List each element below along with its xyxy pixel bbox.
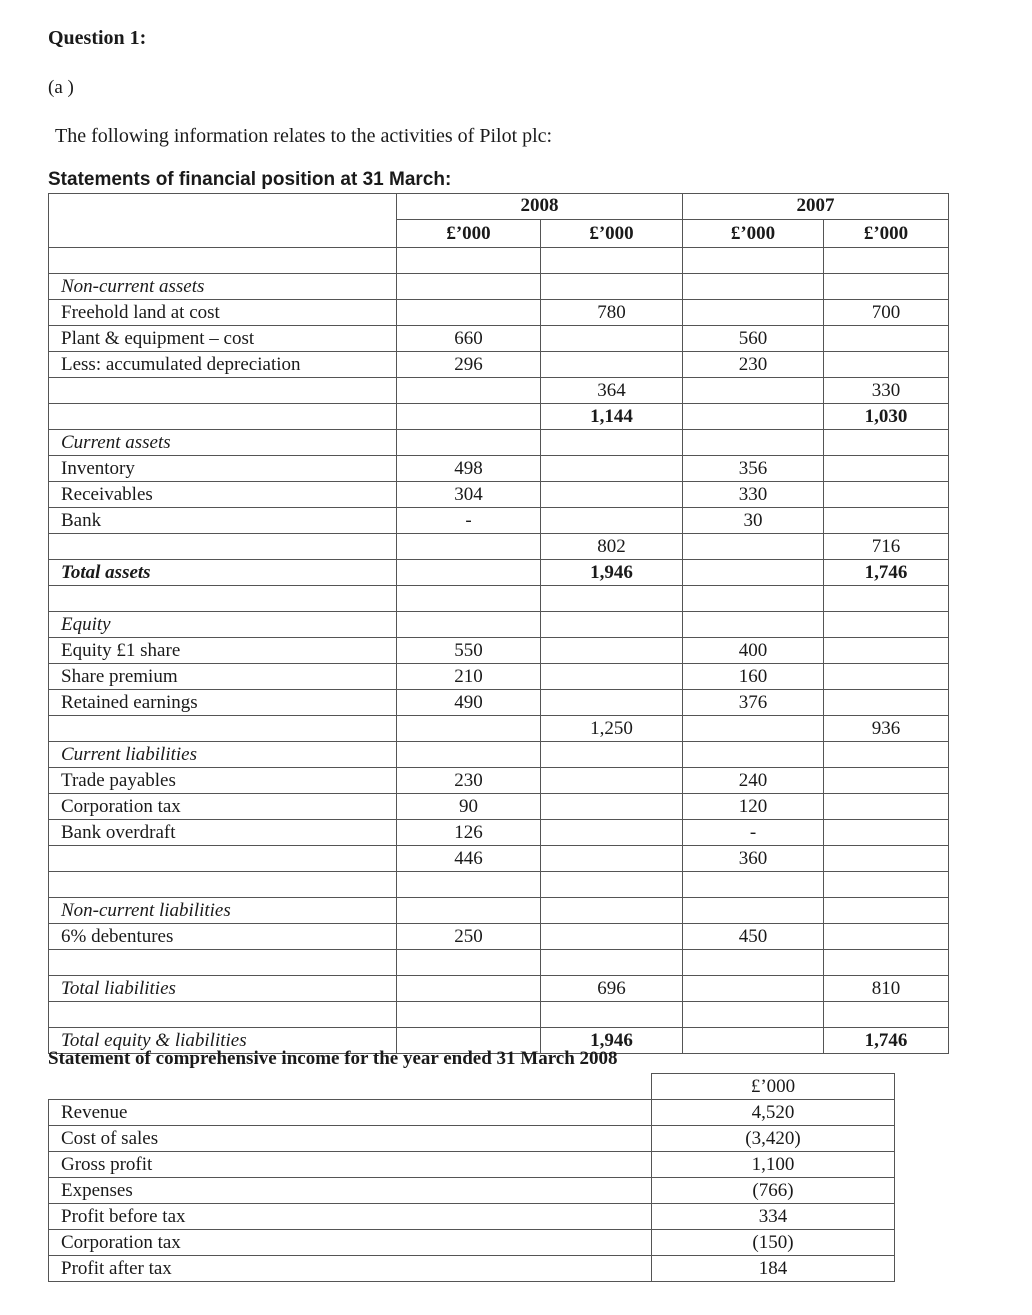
sfp-cell-c4 — [824, 247, 949, 273]
sfp-cell-c1 — [397, 585, 541, 611]
sfp-cell-c2: 1,946 — [541, 559, 683, 585]
sfp-row — [49, 325, 949, 351]
part-label: (a ) — [48, 77, 74, 98]
sfp-cell-c3: - — [683, 819, 824, 845]
sfp-row-label — [49, 377, 397, 403]
sfp-cell-c3: 120 — [683, 793, 824, 819]
sfp-cell-c1: 296 — [397, 351, 541, 377]
sfp-cell-c3: 400 — [683, 637, 824, 663]
sfp-row-label: Inventory — [49, 455, 397, 481]
sfp-cell-c1 — [397, 871, 541, 897]
sfp-row — [49, 273, 949, 299]
sfp-cell-c2: 1,250 — [541, 715, 683, 741]
sfp-row-label — [49, 403, 397, 429]
sfp-row — [49, 793, 949, 819]
sci-row-label: Cost of sales — [49, 1126, 652, 1152]
sfp-cell-c1 — [397, 377, 541, 403]
sfp-cell-c3 — [683, 403, 824, 429]
sfp-cell-c3 — [683, 559, 824, 585]
sfp-cell-c2 — [541, 1001, 683, 1027]
sfp-cell-c1: - — [397, 507, 541, 533]
sci-row-value: (766) — [652, 1178, 895, 1204]
sfp-cell-c2 — [541, 247, 683, 273]
sfp-cell-c1: 660 — [397, 325, 541, 351]
sfp-row-label: Share premium — [49, 663, 397, 689]
intro-text: The following information relates to the activities of Pilot plc: — [55, 125, 553, 147]
sfp-cell-c1 — [397, 299, 541, 325]
sci-currency-header: £’000 — [652, 1074, 895, 1100]
sfp-cell-c3 — [683, 741, 824, 767]
sfp-row — [49, 1001, 949, 1027]
sfp-cell-c4 — [824, 871, 949, 897]
sfp-row — [49, 715, 949, 741]
sfp-cell-c2 — [541, 507, 683, 533]
sfp-cell-c2 — [541, 273, 683, 299]
sfp-row-label: Equity £1 share — [49, 637, 397, 663]
sfp-cell-c3 — [683, 949, 824, 975]
sfp-cell-c1: 498 — [397, 455, 541, 481]
sfp-cell-c2 — [541, 897, 683, 923]
sfp-cell-c1 — [397, 247, 541, 273]
sfp-row-label: 6% debentures — [49, 923, 397, 949]
sfp-cell-c1: 304 — [397, 481, 541, 507]
sci-row-value: (150) — [652, 1230, 895, 1256]
sfp-cell-c3 — [683, 247, 824, 273]
sfp-cell-c3 — [683, 715, 824, 741]
sfp-cell-c2 — [541, 455, 683, 481]
sfp-row — [49, 637, 949, 663]
sfp-row-label — [49, 533, 397, 559]
sfp-cell-c3 — [683, 299, 824, 325]
financial-position-table — [48, 193, 949, 1054]
year-2008-header: 2008 — [397, 194, 683, 220]
sfp-cell-c3 — [683, 585, 824, 611]
sfp-cell-c3: 230 — [683, 351, 824, 377]
sfp-cell-c2: 1,946 — [541, 1027, 683, 1053]
sfp-row — [49, 507, 949, 533]
sfp-cell-c3 — [683, 611, 824, 637]
sci-row-label: Expenses — [49, 1178, 652, 1204]
sfp-cell-c1 — [397, 559, 541, 585]
sfp-cell-c3: 160 — [683, 663, 824, 689]
sfp-cell-c2 — [541, 637, 683, 663]
sci-row-label: Gross profit — [49, 1152, 652, 1178]
question-title: Question 1: — [48, 27, 147, 49]
sfp-cell-c4 — [824, 663, 949, 689]
sfp-cell-c1: 490 — [397, 689, 541, 715]
sci-row — [49, 1126, 895, 1152]
sfp-cell-c3 — [683, 273, 824, 299]
sfp-row — [49, 299, 949, 325]
sfp-cell-c4: 936 — [824, 715, 949, 741]
sfp-cell-c4 — [824, 819, 949, 845]
sfp-cell-c2 — [541, 949, 683, 975]
sfp-row — [49, 481, 949, 507]
currency-header: £’000 — [683, 219, 824, 247]
sfp-cell-c4 — [824, 273, 949, 299]
sfp-cell-c3: 30 — [683, 507, 824, 533]
sfp-row-label: Non-current assets — [49, 273, 397, 299]
sfp-row — [49, 923, 949, 949]
sci-row-value: 4,520 — [652, 1100, 895, 1126]
sfp-cell-c2 — [541, 819, 683, 845]
sfp-cell-c3: 560 — [683, 325, 824, 351]
sfp-cell-c1 — [397, 897, 541, 923]
sfp-row — [49, 897, 949, 923]
sfp-cell-c4 — [824, 481, 949, 507]
currency-header: £’000 — [824, 219, 949, 247]
sfp-row-label: Total equity & liabilities — [49, 1027, 397, 1053]
currency-header: £’000 — [541, 219, 683, 247]
sfp-row-label: Current assets — [49, 429, 397, 455]
sfp-cell-c2 — [541, 663, 683, 689]
sfp-cell-c4 — [824, 793, 949, 819]
sfp-row-label: Corporation tax — [49, 793, 397, 819]
sfp-row-label: Current liabilities — [49, 741, 397, 767]
sfp-cell-c2 — [541, 429, 683, 455]
year-header-row — [49, 194, 949, 220]
sfp-cell-c2 — [541, 767, 683, 793]
sfp-row-label: Receivables — [49, 481, 397, 507]
sci-row-label: Corporation tax — [49, 1230, 652, 1256]
sfp-cell-c4 — [824, 689, 949, 715]
sci-row-value: 334 — [652, 1204, 895, 1230]
sfp-row — [49, 819, 949, 845]
sfp-cell-c1 — [397, 949, 541, 975]
sfp-cell-c1: 126 — [397, 819, 541, 845]
sci-heading: Statement of comprehensive income for the year ended 31 March 2008 — [48, 1048, 618, 1069]
sci-row — [49, 1152, 895, 1178]
sfp-cell-c3: 450 — [683, 923, 824, 949]
sfp-cell-c4: 700 — [824, 299, 949, 325]
sfp-cell-c3: 330 — [683, 481, 824, 507]
sfp-row-label — [49, 949, 397, 975]
sfp-cell-c4 — [824, 455, 949, 481]
sfp-cell-c2: 802 — [541, 533, 683, 559]
sfp-cell-c3: 360 — [683, 845, 824, 871]
sfp-cell-c2 — [541, 351, 683, 377]
sfp-cell-c1 — [397, 403, 541, 429]
sfp-cell-c1 — [397, 715, 541, 741]
sfp-row-label: Total liabilities — [49, 975, 397, 1001]
sfp-row — [49, 559, 949, 585]
sfp-cell-c2 — [541, 793, 683, 819]
sfp-row — [49, 611, 949, 637]
sfp-cell-c3: 240 — [683, 767, 824, 793]
sci-row-label: Revenue — [49, 1100, 652, 1126]
sfp-row-label — [49, 871, 397, 897]
sfp-cell-c3 — [683, 1001, 824, 1027]
sfp-cell-c2 — [541, 325, 683, 351]
sfp-row — [49, 741, 949, 767]
sfp-cell-c4: 1,030 — [824, 403, 949, 429]
sfp-row — [49, 377, 949, 403]
sfp-cell-c2 — [541, 585, 683, 611]
sfp-cell-c3 — [683, 1027, 824, 1053]
sfp-cell-c3 — [683, 975, 824, 1001]
sfp-row-label: Non-current liabilities — [49, 897, 397, 923]
sfp-cell-c1: 210 — [397, 663, 541, 689]
sfp-cell-c2 — [541, 845, 683, 871]
sfp-cell-c4: 330 — [824, 377, 949, 403]
sfp-cell-c3 — [683, 871, 824, 897]
sfp-cell-c4 — [824, 897, 949, 923]
sfp-cell-c2: 1,144 — [541, 403, 683, 429]
sfp-row-label: Retained earnings — [49, 689, 397, 715]
sci-row — [49, 1256, 895, 1282]
sfp-row — [49, 949, 949, 975]
sfp-row — [49, 975, 949, 1001]
sfp-row-label — [49, 715, 397, 741]
comprehensive-income-table — [48, 1073, 895, 1282]
sfp-cell-c1: 446 — [397, 845, 541, 871]
sfp-cell-c1: 550 — [397, 637, 541, 663]
sfp-cell-c3 — [683, 429, 824, 455]
sfp-row — [49, 663, 949, 689]
sfp-cell-c4: 810 — [824, 975, 949, 1001]
sci-row — [49, 1230, 895, 1256]
sfp-cell-c3 — [683, 377, 824, 403]
sfp-cell-c2 — [541, 923, 683, 949]
sci-header-row — [49, 1074, 895, 1100]
sfp-row — [49, 351, 949, 377]
sfp-row-label — [49, 247, 397, 273]
sfp-cell-c4 — [824, 949, 949, 975]
sfp-cell-c2: 696 — [541, 975, 683, 1001]
currency-header-row — [49, 219, 949, 247]
sfp-row-label: Freehold land at cost — [49, 299, 397, 325]
sfp-cell-c4 — [824, 507, 949, 533]
sfp-cell-c2 — [541, 689, 683, 715]
sfp-row — [49, 845, 949, 871]
sfp-cell-c4 — [824, 585, 949, 611]
sfp-cell-c4 — [824, 351, 949, 377]
sfp-cell-c2 — [541, 481, 683, 507]
sfp-cell-c1 — [397, 429, 541, 455]
sfp-cell-c4 — [824, 741, 949, 767]
sfp-row-label — [49, 585, 397, 611]
sfp-cell-c4 — [824, 923, 949, 949]
sfp-cell-c1 — [397, 1001, 541, 1027]
sfp-row — [49, 689, 949, 715]
sfp-row-label: Total assets — [49, 559, 397, 585]
sci-row — [49, 1178, 895, 1204]
sfp-cell-c4 — [824, 767, 949, 793]
sfp-cell-c4: 1,746 — [824, 1027, 949, 1053]
sci-row — [49, 1204, 895, 1230]
sfp-cell-c1 — [397, 611, 541, 637]
sfp-row-label: Equity — [49, 611, 397, 637]
sfp-cell-c4 — [824, 637, 949, 663]
sfp-cell-c4 — [824, 429, 949, 455]
sfp-cell-c1 — [397, 533, 541, 559]
sfp-cell-c1 — [397, 741, 541, 767]
sfp-cell-c1: 230 — [397, 767, 541, 793]
sfp-cell-c2: 364 — [541, 377, 683, 403]
sfp-row-label: Bank overdraft — [49, 819, 397, 845]
sfp-cell-c1 — [397, 975, 541, 1001]
sfp-cell-c1: 90 — [397, 793, 541, 819]
sci-row-value: 1,100 — [652, 1152, 895, 1178]
sfp-row-label — [49, 1001, 397, 1027]
sci-row-value: (3,420) — [652, 1126, 895, 1152]
sfp-cell-c4: 1,746 — [824, 559, 949, 585]
sfp-cell-c4 — [824, 845, 949, 871]
sfp-cell-c2 — [541, 741, 683, 767]
sfp-cell-c3: 376 — [683, 689, 824, 715]
sfp-heading: Statements of financial position at 31 March: — [48, 169, 452, 190]
sfp-cell-c1: 250 — [397, 923, 541, 949]
sfp-row — [49, 533, 949, 559]
sci-row-label: Profit before tax — [49, 1204, 652, 1230]
sfp-cell-c3 — [683, 897, 824, 923]
sfp-cell-c2 — [541, 611, 683, 637]
sfp-row — [49, 429, 949, 455]
sfp-cell-c4 — [824, 1001, 949, 1027]
year-2007-header: 2007 — [683, 194, 949, 220]
sfp-row — [49, 455, 949, 481]
sfp-row — [49, 247, 949, 273]
sfp-row-label: Less: accumulated depreciation — [49, 351, 397, 377]
sfp-row — [49, 585, 949, 611]
sfp-row-label — [49, 845, 397, 871]
sfp-row — [49, 403, 949, 429]
sfp-row — [49, 871, 949, 897]
sfp-row-label: Plant & equipment – cost — [49, 325, 397, 351]
sfp-cell-c3 — [683, 533, 824, 559]
sfp-cell-c2: 780 — [541, 299, 683, 325]
sci-row — [49, 1100, 895, 1126]
sfp-row — [49, 767, 949, 793]
sfp-cell-c4 — [824, 611, 949, 637]
sfp-cell-c4 — [824, 325, 949, 351]
sci-row-label: Profit after tax — [49, 1256, 652, 1282]
sfp-cell-c2 — [541, 871, 683, 897]
sci-row-value: 184 — [652, 1256, 895, 1282]
sfp-cell-c3: 356 — [683, 455, 824, 481]
sfp-cell-c1 — [397, 273, 541, 299]
currency-header: £’000 — [397, 219, 541, 247]
sfp-row-label: Trade payables — [49, 767, 397, 793]
sfp-row-label: Bank — [49, 507, 397, 533]
sfp-cell-c4: 716 — [824, 533, 949, 559]
